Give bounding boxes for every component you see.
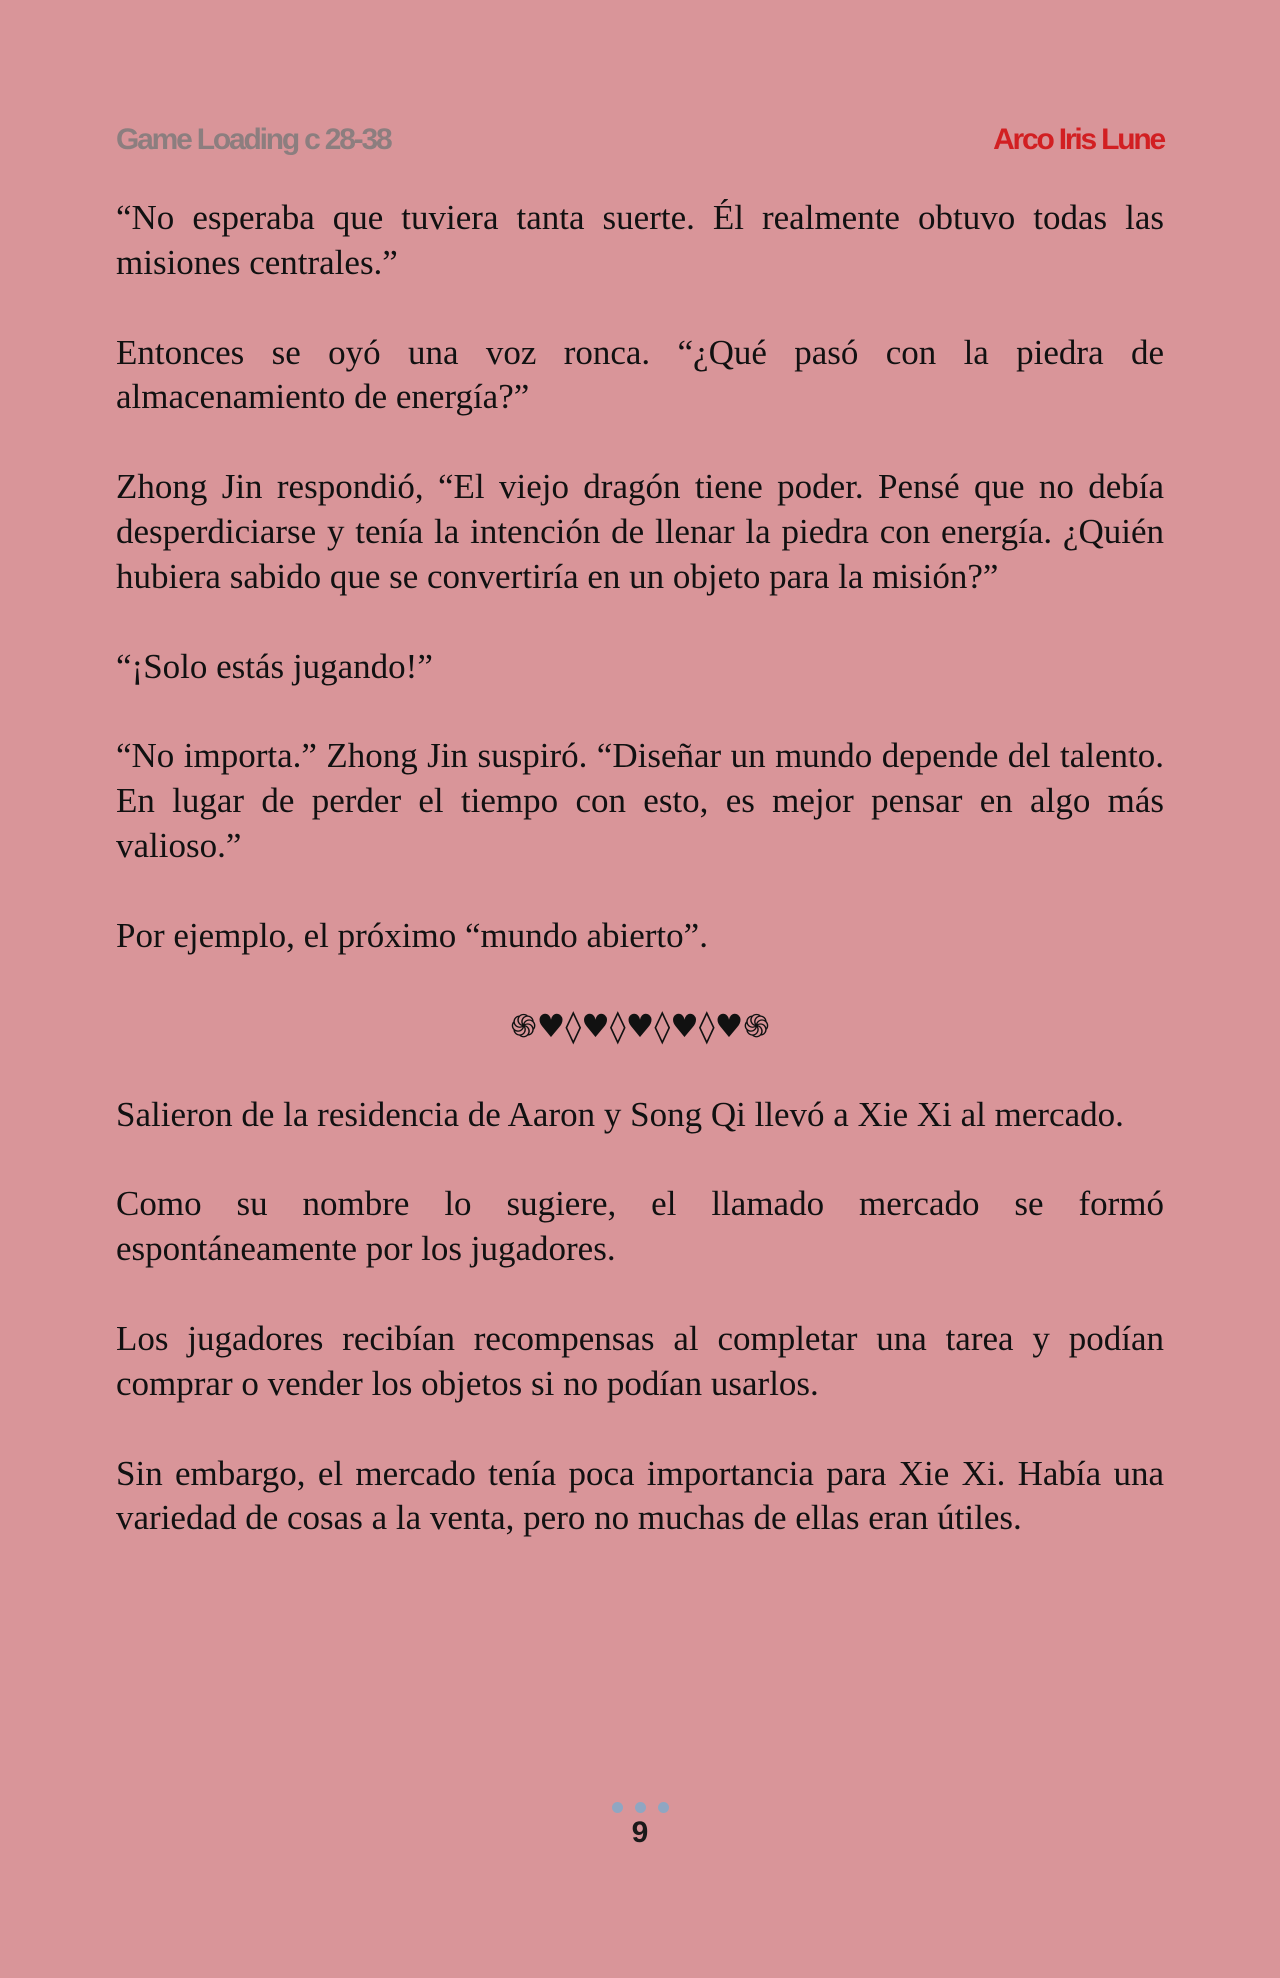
header-translator: Arco Iris Lune: [993, 123, 1164, 156]
scene-separator: ֍♥◊♥◊♥◊♥◊♥֍: [510, 1006, 770, 1045]
dot-ornament-icon: [612, 1802, 623, 1813]
page-footer: [0, 1800, 1280, 1850]
paragraph: Zhong Jin respondió, “El viejo dragón tiene poder. Pensé que no debía desperdiciarse y tenía la intención de llenar la piedra con energía. ¿Quién hubiera sabido que se convertiría en un objeto para la misión?”: [116, 467, 1164, 596]
paragraph: Sin embargo, el mercado tenía poca importancia para Xie Xi. Había una variedad de cosas a la venta, pero no muchas de ellas eran útiles.: [116, 1453, 1164, 1538]
dot-ornament-icon: [658, 1802, 669, 1813]
paragraph: Como su nombre lo sugiere, el llamado mercado se formó espontáneamente por los jugadores.: [116, 1184, 1164, 1269]
paragraph: Salieron de la residencia de Aaron y Song Qi llevó a Xie Xi al mercado.: [116, 1094, 1124, 1134]
body-text: [116, 196, 1164, 1586]
paragraph: “¡Solo estás jugando!”: [116, 646, 433, 686]
footer-dots-ornament: [0, 1800, 1280, 1814]
paragraph: “No importa.” Zhong Jin suspiró. “Diseñar un mundo depende del talento. En lugar de perder el tiempo con esto, es mejor pensar en algo más valioso.”: [116, 736, 1164, 865]
dot-ornament-icon: [635, 1802, 646, 1813]
header-book-title: Game Loading c 28-38: [116, 123, 391, 156]
page-number: 9: [631, 1816, 649, 1849]
paragraph: Los jugadores recibían recompensas al completar una tarea y podían comprar o vender los objetos si no podían usarlos.: [116, 1318, 1164, 1403]
running-header: [116, 118, 1164, 162]
paragraph: Entonces se oyó una voz ronca. “¿Qué pasó con la piedra de almacenamiento de energía?”: [116, 332, 1164, 417]
paragraph: “No esperaba que tuviera tanta suerte. Él realmente obtuvo todas las misiones centrales.”: [116, 198, 1164, 282]
paragraph: Por ejemplo, el próximo “mundo abierto”.: [116, 915, 708, 955]
